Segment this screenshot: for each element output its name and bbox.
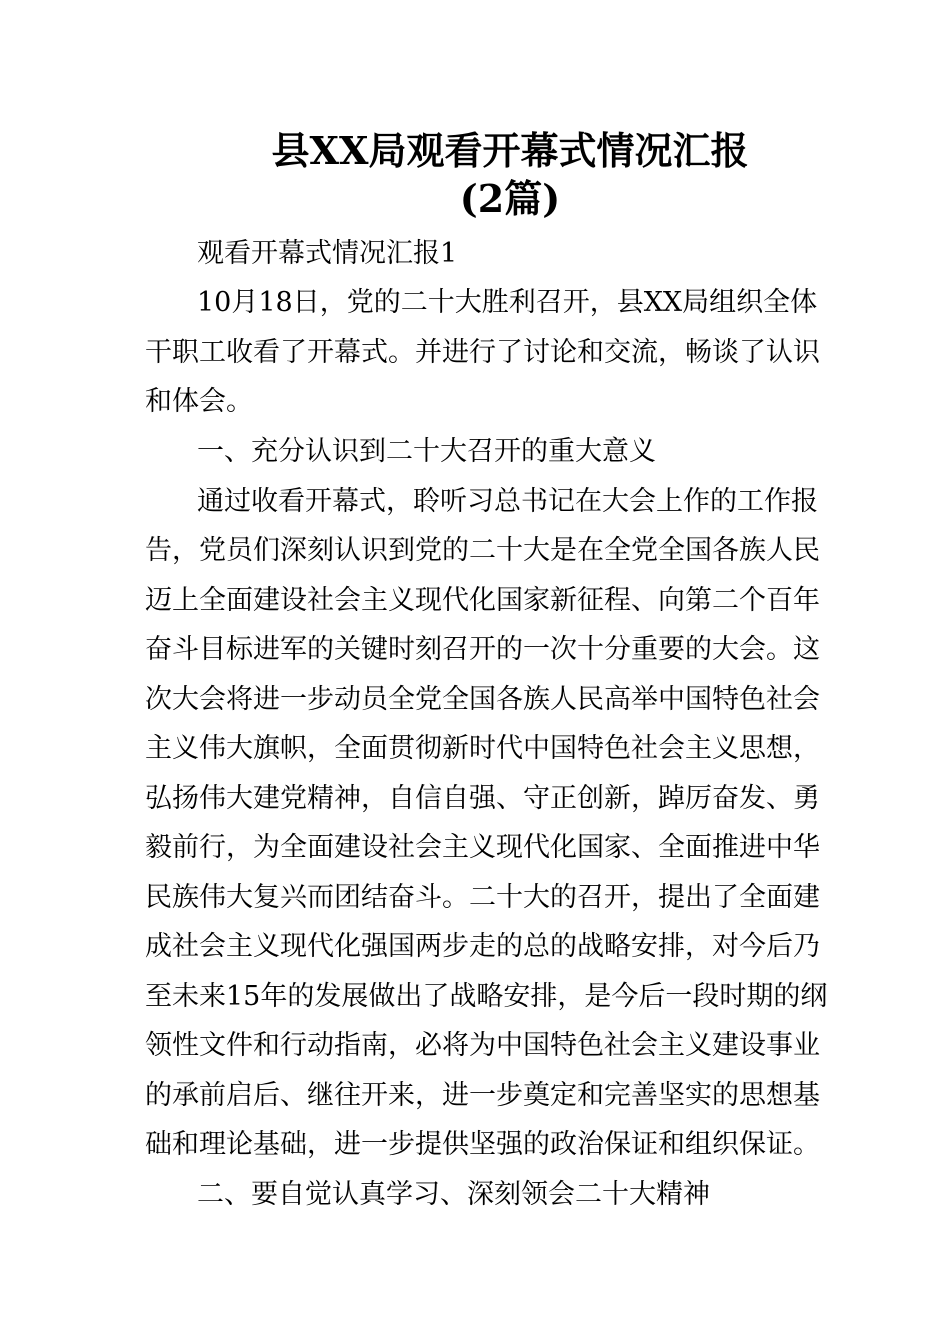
section-2-heading: 二、要自觉认真学习、深刻领会二十大精神 — [197, 1179, 710, 1210]
document-title-line-1: 县XX局观看开幕式情况汇报 — [271, 128, 749, 173]
paragraph-2-line-9: 民族伟大复兴而团结奋斗。二十大的召开，提出了全面建 — [145, 882, 820, 913]
paragraph-1-line-1: 10月18日，党的二十大胜利召开，县XX局组织全体 — [197, 287, 818, 318]
paragraph-2-line-3: 迈上全面建设社会主义现代化国家新征程、向第二个百年 — [145, 585, 820, 616]
paragraph-2-line-2: 告，党员们深刻认识到党的二十大是在全党全国各族人民 — [145, 535, 820, 566]
paragraph-2-line-8: 毅前行，为全面建设社会主义现代化国家、全面推进中华 — [145, 832, 820, 863]
paragraph-2-line-1: 通过收看开幕式，聆听习总书记在大会上作的工作报 — [197, 486, 818, 517]
paragraph-2-line-14: 础和理论基础，进一步提供坚强的政治保证和组织保证。 — [145, 1129, 820, 1160]
paragraph-2-line-6: 主义伟大旗帜，全面贯彻新时代中国特色社会主义思想， — [145, 733, 820, 764]
subheading: 观看开幕式情况汇报1 — [197, 238, 458, 269]
paragraph-2-line-7: 弘扬伟大建党精神，自信自强、守正创新，踔厉奋发、勇 — [145, 783, 820, 814]
paragraph-2-line-4: 奋斗目标进军的关键时刻召开的一次十分重要的大会。这 — [145, 634, 820, 665]
document-title-line-2: (2篇) — [459, 176, 561, 221]
paragraph-1-line-3: 和体会。 — [145, 386, 253, 417]
paragraph-2-line-12: 领性文件和行动指南，必将为中国特色社会主义建设事业 — [145, 1030, 820, 1061]
paragraph-2-line-11: 至未来15年的发展做出了战略安排，是今后一段时期的纲 — [145, 981, 828, 1012]
paragraph-2-line-10: 成社会主义现代化强国两步走的总的战略安排，对今后乃 — [145, 931, 820, 962]
paragraph-2-line-13: 的承前启后、继往开来，进一步奠定和完善坚实的思想基 — [145, 1080, 820, 1111]
paragraph-2-line-5: 次大会将进一步动员全党全国各族人民高举中国特色社会 — [145, 684, 820, 715]
section-1-heading: 一、充分认识到二十大召开的重大意义 — [197, 436, 656, 467]
paragraph-1-line-2: 干职工收看了开幕式。并进行了讨论和交流，畅谈了认识 — [145, 337, 820, 368]
